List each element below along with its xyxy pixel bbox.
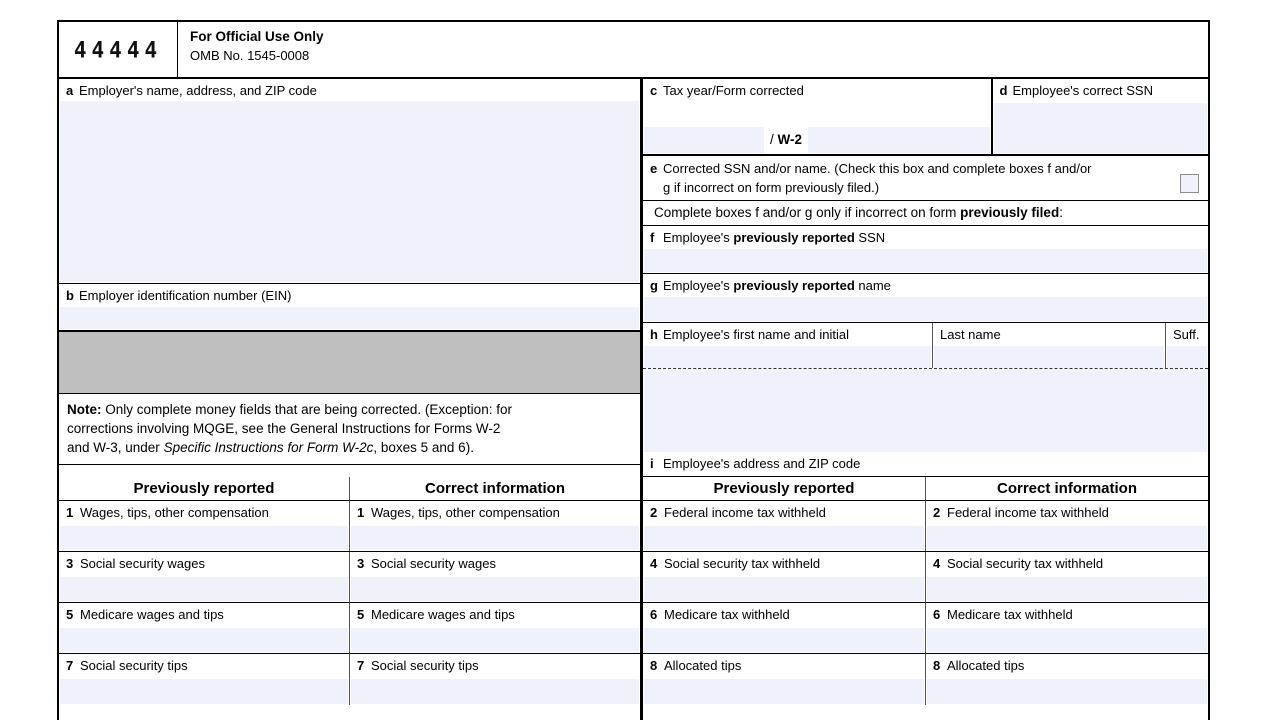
box-d-label: Employee's correct SSN (1012, 83, 1153, 98)
box-2-label-prev: Federal income tax withheld (664, 505, 826, 520)
box-h-letter: h (650, 327, 658, 342)
box-2-number-corr: 2 (933, 505, 941, 520)
box-c-caption (643, 79, 991, 99)
box-1-input-corr[interactable] (351, 526, 639, 550)
box-c-input-row (644, 127, 990, 153)
money-row-3 (59, 552, 640, 603)
box-c-tax-year-input[interactable] (644, 127, 764, 153)
box-4-input-prev[interactable] (644, 577, 924, 601)
box-h-last-name-input[interactable] (934, 346, 1164, 368)
box-f-suffix: SSN (854, 230, 886, 245)
note-line3-italic: Specific Instructions for Form W-2c (163, 440, 374, 455)
box-2-input-prev[interactable] (644, 526, 924, 550)
box-8-input-prev[interactable] (644, 679, 924, 704)
employee-address-input[interactable] (644, 369, 1207, 452)
complete-banner-prefix: Complete boxes f and/or g only if incorrect on form (654, 205, 961, 220)
box-e-label-line2: g if incorrect on form previously filed.) (663, 180, 880, 195)
form-left-column (59, 79, 640, 720)
box-g-input[interactable] (644, 297, 1207, 321)
box-4-input-corr[interactable] (927, 577, 1207, 601)
box-2-number-prev: 2 (650, 505, 658, 520)
box-h-last-name-caption: Last name (940, 327, 1001, 342)
box-1-label-corr: Wages, tips, other compensation (371, 505, 560, 520)
box-i-label: Employee's address and ZIP code (663, 456, 861, 471)
header-previously-reported-right: Previously reported (643, 477, 926, 500)
box-a-input[interactable] (60, 101, 639, 282)
box-d-caption (993, 79, 1209, 99)
box-h-first-name[interactable] (643, 323, 932, 368)
box-3-number-prev: 3 (66, 556, 74, 571)
box-7-label-prev: Social security tips (80, 658, 188, 673)
box-h-first-name-input[interactable] (644, 346, 931, 368)
box-6-label-prev: Medicare tax withheld (664, 607, 790, 622)
box-6-input-prev[interactable] (644, 628, 924, 652)
box-5-correct-information[interactable] (350, 603, 640, 653)
box-a-label: Employer's name, address, and ZIP code (79, 83, 317, 98)
box-4-correct-information[interactable] (926, 552, 1208, 602)
money-header-right (643, 477, 1208, 501)
box-e-label-line1: Corrected SSN and/or name. (Check this box and complete boxes f and/or (663, 161, 1092, 176)
box-1-label-prev: Wages, tips, other compensation (80, 505, 269, 520)
box-1-number-prev: 1 (66, 505, 74, 520)
box-1-number-corr: 1 (357, 505, 365, 520)
box-g-caption (643, 274, 1208, 294)
header-previously-reported-left: Previously reported (59, 477, 350, 500)
box-f-bold: previously reported (733, 230, 855, 245)
official-use-cell (178, 22, 1208, 77)
money-section-left (59, 477, 640, 720)
box-a-employer-name-address[interactable] (59, 79, 640, 284)
omb-number: OMB No. 1545-0008 (190, 48, 310, 63)
box-b-employer-ein[interactable] (59, 284, 640, 332)
box-5-input-corr[interactable] (351, 628, 639, 652)
box-e-caption (643, 156, 1208, 197)
control-number-value: 44444 (73, 36, 163, 63)
box-4-label-prev: Social security tax withheld (664, 556, 821, 571)
complete-boxes-banner (643, 201, 1208, 226)
box-6-correct-information[interactable] (926, 603, 1208, 653)
complete-banner-suffix: : (1059, 205, 1063, 220)
box-4-number-prev: 4 (650, 556, 658, 571)
box-c-label: Tax year/Form corrected (663, 83, 804, 98)
box-d-employee-correct-ssn[interactable] (993, 79, 1209, 154)
note-line2: corrections involving MQGE, see the General Instructions for Forms W-2 (67, 421, 501, 436)
box-h-last-name[interactable] (933, 323, 1165, 368)
money-row-7 (59, 654, 640, 705)
money-row-4 (643, 552, 1208, 603)
money-row-6 (643, 603, 1208, 654)
note-line3-pre: and W-3, under (67, 440, 164, 455)
box-2-correct-information[interactable] (926, 501, 1208, 551)
box-5-number-corr: 5 (357, 607, 365, 622)
box-g-suffix: name (854, 278, 891, 293)
box-5-number-prev: 5 (66, 607, 74, 622)
box-h-caption (643, 323, 932, 343)
box-g-prefix: Employee's (663, 278, 734, 293)
box-5-label-corr: Medicare wages and tips (371, 607, 515, 622)
form-body (59, 79, 1208, 720)
box-i-employee-address (643, 452, 1208, 477)
box-7-label-corr: Social security tips (371, 658, 479, 673)
box-7-number-corr: 7 (357, 658, 365, 673)
box-d-input[interactable] (994, 103, 1208, 153)
box-d-letter: d (999, 83, 1008, 98)
header-correct-information-left: Correct information (424, 480, 565, 497)
box-6-number-prev: 6 (650, 607, 658, 622)
box-3-correct-information[interactable] (350, 552, 640, 602)
box-3-label-corr: Social security wages (371, 556, 496, 571)
box-6-number-corr: 6 (933, 607, 941, 622)
box-g-bold: previously reported (733, 278, 855, 293)
box-1-previously-reported[interactable] (59, 501, 350, 551)
money-row-2 (643, 501, 1208, 552)
box-7-previously-reported[interactable] (59, 654, 350, 705)
box-1-correct-information[interactable] (350, 501, 640, 551)
box-e-letter: e (650, 161, 658, 176)
box-3-input-corr[interactable] (351, 577, 639, 601)
box-2-input-corr[interactable] (927, 526, 1207, 550)
box-b-caption (59, 284, 640, 304)
box-8-number-corr: 8 (933, 658, 941, 673)
box-8-input-corr[interactable] (927, 679, 1207, 704)
box-3-input-prev[interactable] (60, 577, 348, 601)
box-6-label-corr: Medicare tax withheld (947, 607, 1073, 622)
box-6-previously-reported[interactable] (643, 603, 926, 653)
box-c-form-type: W-2 (777, 132, 803, 147)
note-line3-post: , boxes 5 and 6). (373, 440, 474, 455)
box-8-correct-information[interactable] (926, 654, 1208, 705)
box-h-suffix-input[interactable] (1167, 346, 1207, 368)
note-bold-prefix: Note: (67, 402, 102, 417)
corrected-ssn-name-checkbox[interactable] (1180, 174, 1199, 193)
box-3-label-prev: Social security wages (80, 556, 205, 571)
box-7-input-prev[interactable] (60, 679, 348, 704)
box-f-caption (643, 226, 1208, 246)
box-5-input-prev[interactable] (60, 628, 348, 652)
box-4-label-corr: Social security tax withheld (947, 556, 1104, 571)
note-line1: Only complete money fields that are being corrected. (Exception: for (101, 402, 512, 417)
official-use-title: For Official Use Only (190, 29, 324, 44)
box-f-input[interactable] (644, 249, 1207, 272)
box-e-corrected-ssn-name (643, 156, 1208, 201)
box-6-input-corr[interactable] (927, 628, 1207, 652)
box-c-letter: c (650, 83, 658, 98)
box-i-caption (643, 452, 1208, 472)
box-b-letter: b (66, 288, 74, 303)
box-c-form-input[interactable] (808, 127, 990, 153)
money-header-left (59, 477, 640, 501)
box-5-label-prev: Medicare wages and tips (80, 607, 224, 622)
box-2-previously-reported[interactable] (643, 501, 926, 551)
box-b-label: Employer identification number (EIN) (79, 288, 292, 303)
box-7-correct-information[interactable] (350, 654, 640, 705)
header-correct-information-right: Correct information (996, 480, 1137, 497)
box-a-letter: a (66, 83, 74, 98)
box-h-label: Employee's first name and initial (663, 327, 850, 342)
box-4-number-corr: 4 (933, 556, 941, 571)
box-a-caption (59, 79, 640, 99)
box-f-letter: f (650, 230, 655, 245)
money-row-8 (643, 654, 1208, 705)
box-3-previously-reported[interactable] (59, 552, 350, 602)
form-header-strip (59, 22, 1208, 79)
box-f-prefix: Employee's (663, 230, 734, 245)
gray-filler-block (59, 332, 640, 394)
box-8-number-prev: 8 (650, 658, 658, 673)
box-g-previously-reported-name[interactable] (643, 274, 1208, 323)
money-row-1 (59, 501, 640, 552)
control-number-cell[interactable] (59, 22, 178, 77)
box-h-employee-name-row (643, 323, 1208, 368)
box-h-suffix[interactable] (1166, 323, 1208, 368)
form-right-column (643, 79, 1208, 720)
box-i-letter: i (650, 456, 654, 471)
box-4-previously-reported[interactable] (643, 552, 926, 602)
note-block (59, 394, 640, 465)
box-f-previously-reported-ssn[interactable] (643, 226, 1208, 274)
box-7-input-corr[interactable] (351, 679, 639, 704)
box-7-number-prev: 7 (66, 658, 74, 673)
box-8-previously-reported[interactable] (643, 654, 926, 705)
money-section-right (643, 477, 1208, 720)
box-3-number-corr: 3 (357, 556, 365, 571)
box-8-label-prev: Allocated tips (664, 658, 742, 673)
box-c-separator: / (770, 132, 774, 147)
box-b-input[interactable] (60, 307, 639, 329)
box-1-input-prev[interactable] (60, 526, 348, 550)
box-h-suffix-caption: Suff. (1173, 327, 1200, 342)
form-w2c-sheet (57, 20, 1210, 720)
box-8-label-corr: Allocated tips (947, 658, 1025, 673)
money-row-5 (59, 603, 640, 654)
box-5-previously-reported[interactable] (59, 603, 350, 653)
box-2-label-corr: Federal income tax withheld (947, 505, 1109, 520)
box-c-form-type-label (764, 127, 808, 153)
box-c-tax-year-form-corrected[interactable] (643, 79, 991, 154)
complete-banner-bold: previously filed (960, 205, 1060, 220)
box-g-letter: g (650, 278, 658, 293)
